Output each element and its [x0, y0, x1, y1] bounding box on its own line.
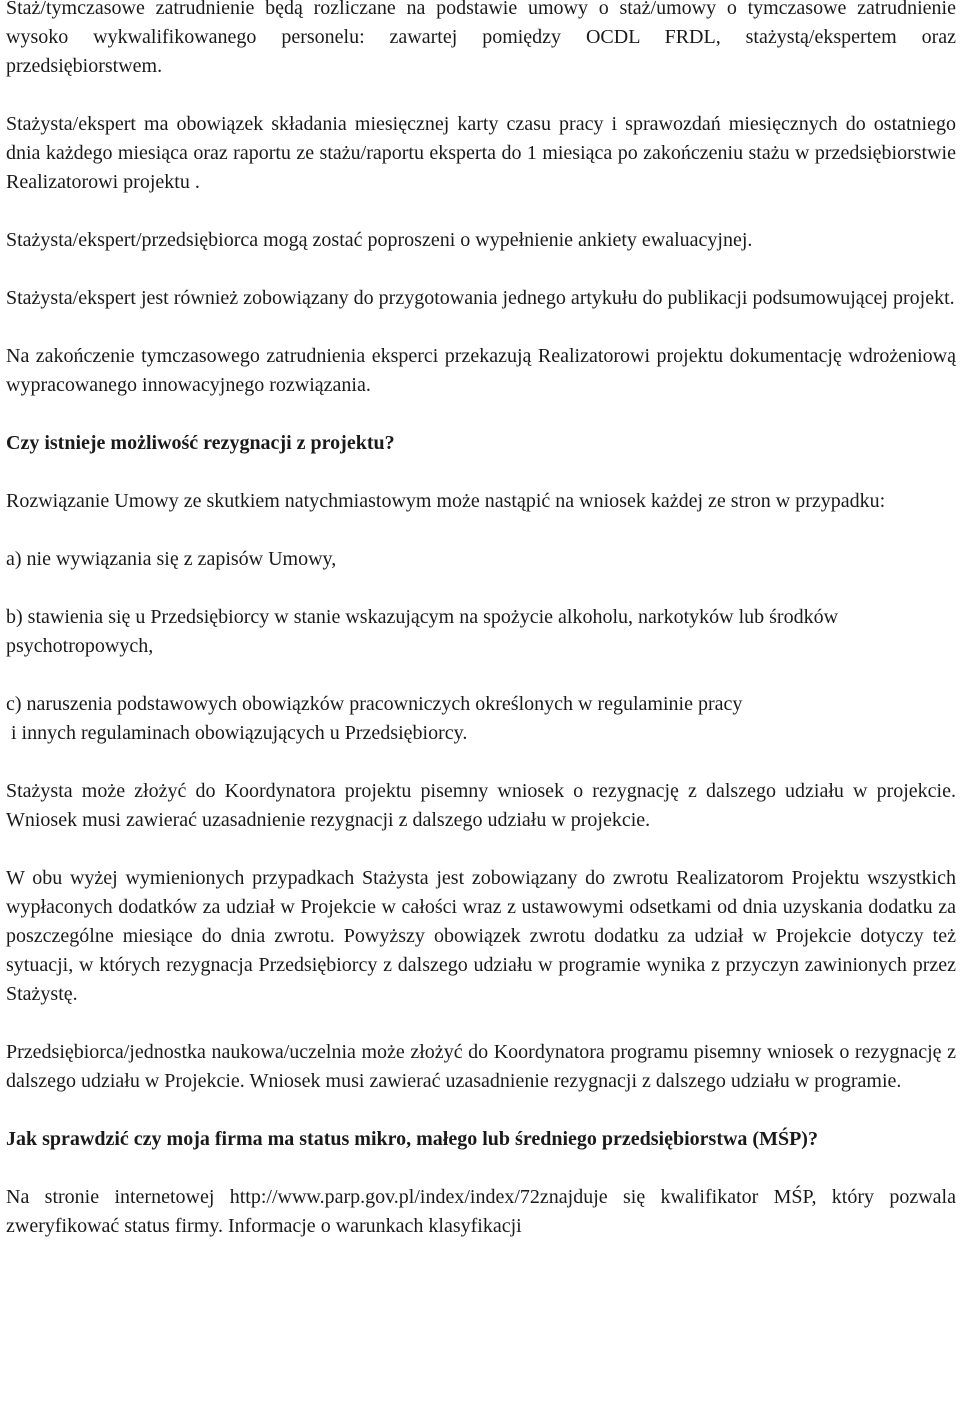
paragraph-reporting-obligation: Stażysta/ekspert ma obowiązek składania miesięcznej karty czasu pracy i sprawozdań miesięcznych do ostatniego dnia każdego miesiąca oraz raportu ze stażu/raportu eksperta do 1 miesiąca po zakończeniu stażu w przedsiębiorstwie Realizatorowi projektu .	[6, 113, 956, 193]
list-item-c-line1: c) naruszenia podstawowych obowiązków pracowniczych określonych w regulaminie pracy	[6, 693, 743, 715]
list-item-c	[6, 690, 956, 748]
heading-resignation: Czy istnieje możliwość rezygnacji z projektu?	[6, 432, 395, 454]
list-item-b: b) stawienia się u Przedsiębiorcy w stanie wskazującym na spożycie alkoholu, narkotyków lub środków psychotropowych,	[6, 606, 839, 657]
paragraph-sme-qualifier: Na stronie internetowej http://www.parp.gov.pl/index/index/72znajduje się kwalifikator MŚP, który pozwala zweryfikować status firmy. Informacje o warunkach klasyfikacji	[6, 1186, 956, 1237]
paragraph-refund-obligation: W obu wyżej wymienionych przypadkach Stażysta jest zobowiązany do zwrotu Realizatorom Projektu wszystkich wypłaconych dodatków za udział w Projekcie w całości wraz z ustawowymi odsetkami od dnia uzyskania dodatku za poszczególne miesiące do dnia zwrotu. Powyższy obowiązek zwrotu dodatku za udział w Projekcie dotyczy też sytuacji, w których rezygnacja Przedsiębiorcy z dalszego udziału w programie wynika z przyczyn zawinionych przez Stażystę.	[6, 867, 956, 1005]
paragraph-article-obligation: Stażysta/ekspert jest również zobowiązany do przygotowania jednego artykułu do publikacji podsumowującej projekt.	[6, 287, 955, 309]
list-item-a: a) nie wywiązania się z zapisów Umowy,	[6, 548, 337, 570]
list-item-c-line2: i innych regulaminach obowiązujących u Przedsiębiorcy.	[6, 722, 468, 744]
document-page	[6, 0, 956, 1270]
paragraph-evaluation-survey: Stażysta/ekspert/przedsiębiorca mogą zostać poproszeni o wypełnienie ankiety ewaluacyjnej.	[6, 229, 753, 251]
paragraph-internship-settlement: Staż/tymczasowe zatrudnienie będą rozliczane na podstawie umowy o staż/umowy o tymczasowe zatrudnienie wysoko wykwalifikowanego personelu: zawartej pomiędzy OCDL FRDL, stażystą/ekspertem oraz przedsiębiorstwem.	[6, 0, 956, 77]
paragraph-intern-resignation: Stażysta może złożyć do Koordynatora projektu pisemny wniosek o rezygnację z dalszego udziału w projekcie. Wniosek musi zawierać uzasadnienie rezygnacji z dalszego udziału w projekcie.	[6, 780, 956, 831]
paragraph-termination: Rozwiązanie Umowy ze skutkiem natychmiastowym może nastąpić na wniosek każdej ze stron w przypadku:	[6, 490, 886, 512]
paragraph-implementation-docs: Na zakończenie tymczasowego zatrudnienia eksperci przekazują Realizatorowi projektu dokumentację wdrożeniową wypracowanego innowacyjnego rozwiązania.	[6, 345, 956, 396]
heading-sme-status: Jak sprawdzić czy moja firma ma status mikro, małego lub średniego przedsiębiorstwa (MŚP)?	[6, 1128, 818, 1150]
paragraph-entrepreneur-resignation: Przedsiębiorca/jednostka naukowa/uczelnia może złożyć do Koordynatora programu pisemny wniosek o rezygnację z dalszego udziału w Projekcie. Wniosek musi zawierać uzasadnienie rezygnacji z dalszego udziału w programie.	[6, 1041, 956, 1092]
